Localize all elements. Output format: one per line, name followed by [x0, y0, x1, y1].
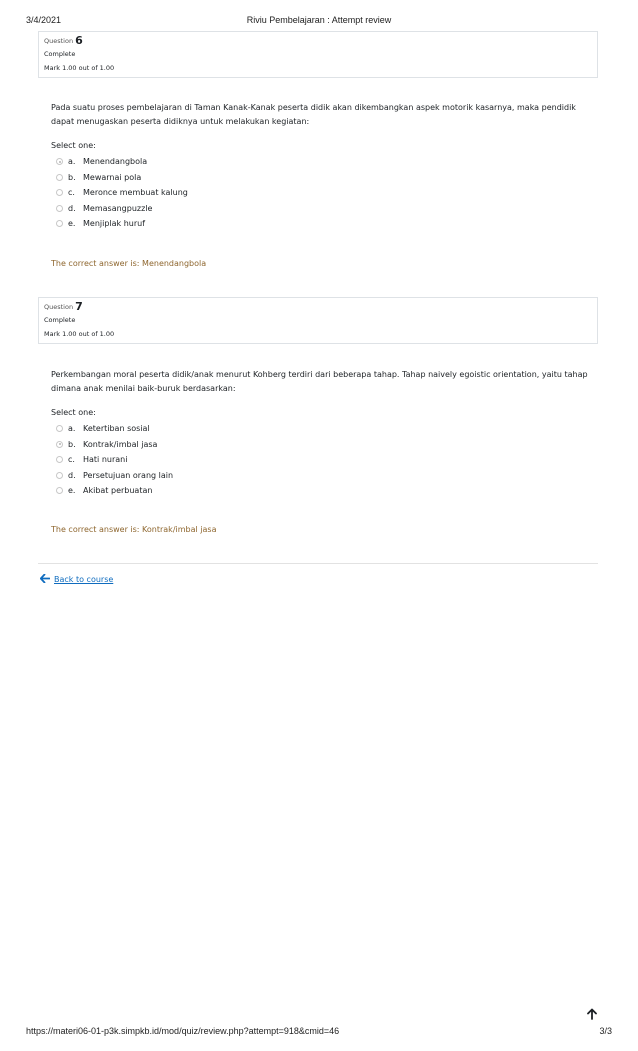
radio-button[interactable]	[56, 189, 63, 196]
answer-label: Mewarnai pola	[83, 172, 142, 182]
print-footer	[0, 1022, 638, 1042]
correct-answer-feedback-7: The correct answer is: Kontrak/imbal jasa	[51, 525, 217, 534]
radio-button[interactable]	[56, 425, 63, 432]
answer-label: Hati nurani	[83, 455, 128, 465]
question-state: Complete	[44, 316, 76, 324]
radio-button[interactable]	[56, 220, 63, 227]
print-title: Riviu Pembelajaran : Attempt review	[246, 15, 392, 25]
correct-answer-feedback-6: The correct answer is: Menendangbola	[51, 259, 207, 268]
print-header	[0, 0, 638, 30]
question-info-7	[38, 297, 598, 344]
question-number: Question 7	[44, 300, 83, 313]
print-url: https://materi06-01-p3k.simpkb.id/mod/quiz/review.php?attempt=918&cmid=46	[26, 1026, 340, 1036]
answer-label: Menjiplak huruf	[83, 219, 146, 229]
radio-button[interactable]	[56, 205, 63, 212]
question-text-7: Perkembangan moral peserta didik/anak menurut Kohberg terdiri dari beberapa tahap. Tahap naively egoistic orientation, yaitu tahap dimana anak menilai baik-buruk berdasarkan:	[51, 370, 588, 393]
radio-button[interactable]	[56, 158, 63, 165]
print-date: 3/4/2021	[26, 15, 62, 25]
answer-label: Ketertiban sosial	[83, 424, 150, 433]
answer-label: Kontrak/imbal jasa	[83, 439, 158, 449]
question-grade: Mark 1.00 out of 1.00	[44, 64, 115, 72]
select-one-prompt: Select one:	[51, 408, 96, 417]
back-to-top-button[interactable]	[586, 1005, 598, 1017]
select-one-prompt: Select one:	[51, 141, 96, 150]
radio-button[interactable]	[56, 441, 63, 448]
question-grade: Mark 1.00 out of 1.00	[44, 330, 115, 338]
question-state: Complete	[44, 50, 76, 58]
arrow-left-icon	[40, 574, 50, 585]
answer-label: Meronce membuat kalung	[83, 188, 188, 198]
radio-button[interactable]	[56, 472, 63, 479]
question-number-value: 7	[75, 300, 83, 313]
answer-label: Akibat perbuatan	[83, 486, 153, 496]
answer-label: Menendangbola	[83, 157, 148, 166]
back-to-course-label[interactable]: Back to course	[54, 575, 114, 584]
print-page-number: 3/3	[599, 1026, 612, 1036]
question-number-value: 6	[75, 34, 83, 47]
question-info-6	[38, 31, 598, 78]
divider	[38, 563, 598, 564]
question-number: Question 6	[44, 34, 83, 47]
back-to-course-link[interactable]	[40, 574, 113, 585]
answer-label: Memasangpuzzle	[83, 203, 153, 213]
radio-button[interactable]	[56, 487, 63, 494]
question-text-6: Pada suatu proses pembelajaran di Taman Kanak-Kanak peserta didik akan dikembangkan aspek motorik kasarnya, maka pendidik dapat menugaskan peserta didiknya untuk melakukan kegiatan:	[51, 103, 576, 126]
answer-label: Persetujuan orang lain	[83, 470, 174, 480]
radio-button[interactable]	[56, 174, 63, 181]
radio-button[interactable]	[56, 456, 63, 463]
